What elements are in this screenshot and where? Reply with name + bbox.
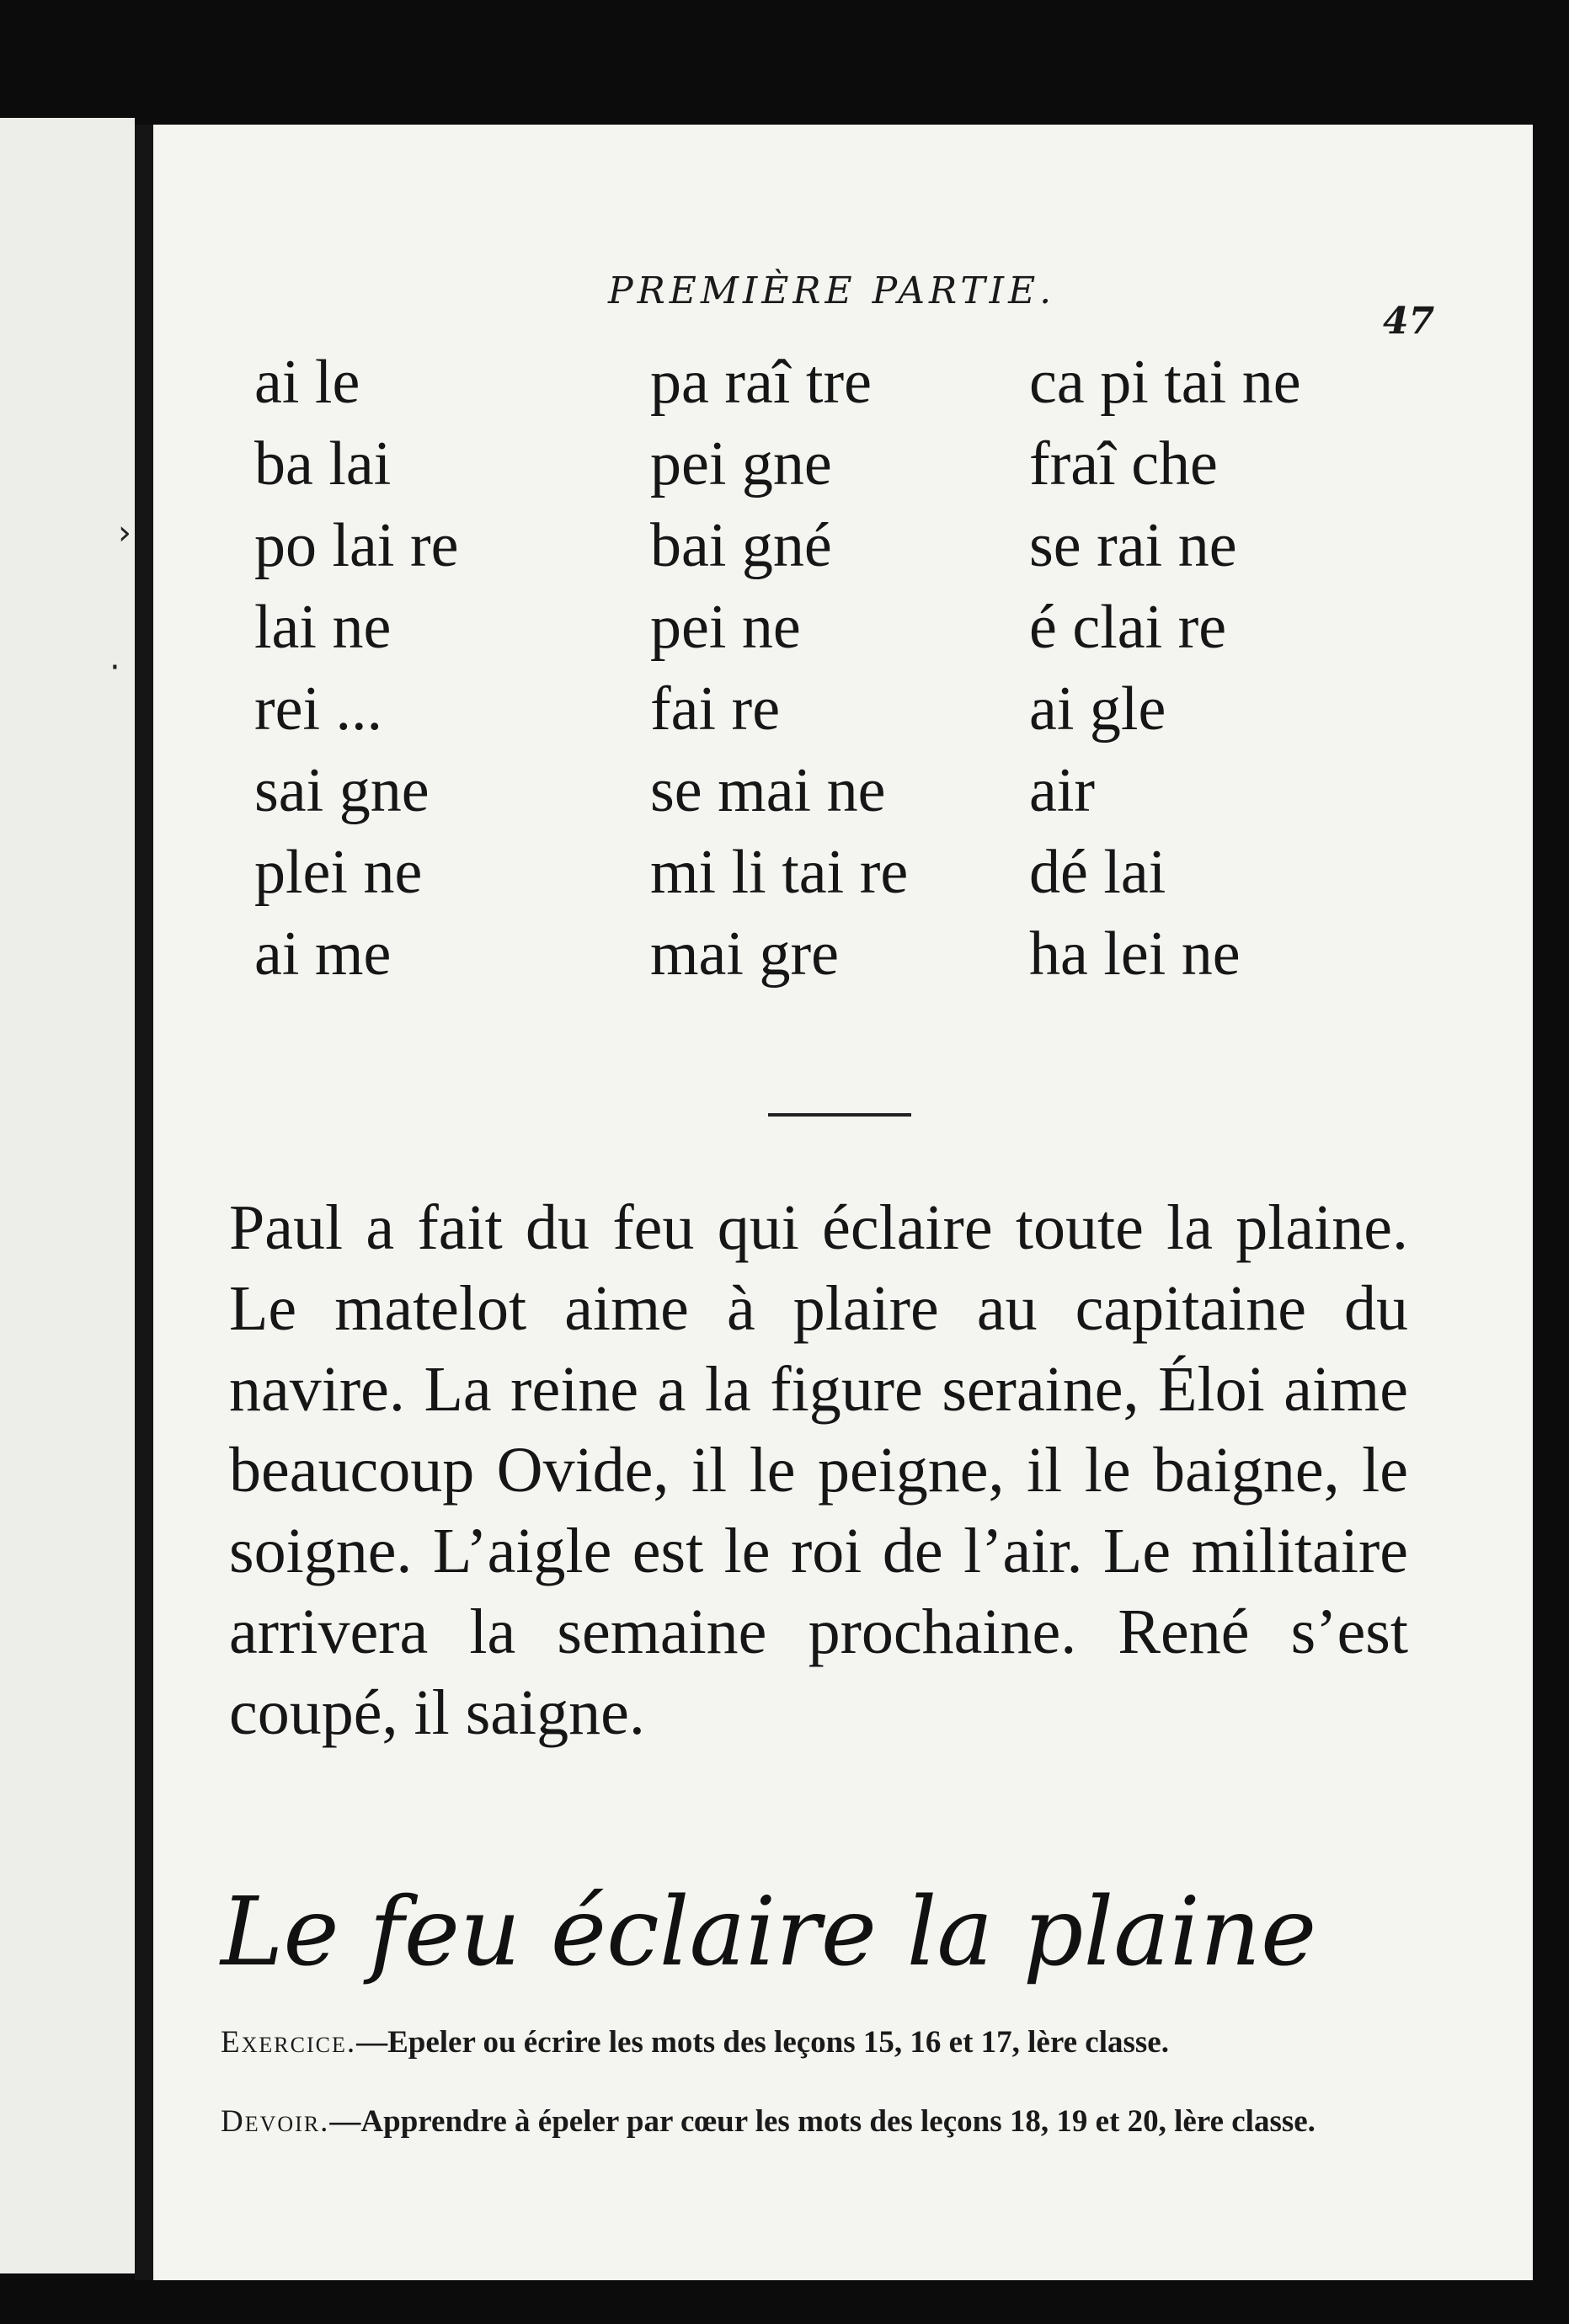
- margin-mark: ›: [118, 514, 131, 552]
- syllable-word: sai gne: [254, 756, 430, 825]
- syllable-word: lai ne: [254, 593, 392, 662]
- syllable-word: air: [1029, 756, 1096, 825]
- syllable-word: mi li tai re: [650, 838, 909, 907]
- syllable-column-3: [1029, 342, 1301, 995]
- syllable-word: ha lei ne: [1029, 919, 1241, 989]
- reading-passage: Paul a fait du feu qui éclaire toute la plaine. Le matelot aime à plaire au capitaine du navire. La reine a la figure seraine, Éloi aime beaucoup Ovide, il le peigne, il le baigne, le soigne. L’aigle est le roi de l’air. Le militaire arrivera la semaine prochaine. René s’est coupé, il saigne.: [229, 1192, 1408, 1748]
- scan-border: [0, 2284, 1569, 2324]
- homework-text: —Apprendre à épeler par cœur les mots des leçons 18, 19 et 20, lère classe.: [329, 2104, 1316, 2139]
- homework-note: [221, 2103, 1417, 2140]
- book-page: [135, 125, 1533, 2280]
- syllable-word: ai le: [254, 348, 360, 417]
- syllable-word: é clai re: [1029, 593, 1227, 662]
- syllable-word: ca pi tai ne: [1029, 348, 1301, 417]
- previous-page-edge: [0, 118, 135, 2273]
- syllable-word: fraî che: [1029, 429, 1218, 498]
- syllable-word: mai gre: [650, 919, 839, 989]
- syllable-word: se rai ne: [1029, 511, 1237, 580]
- homework-label: Devoir.: [221, 2104, 330, 2139]
- syllable-word: ai me: [254, 919, 392, 989]
- syllable-word: plei ne: [254, 838, 423, 907]
- exercise-note: [221, 2024, 1417, 2061]
- margin-mark: ·: [109, 648, 120, 687]
- syllable-column-2: [650, 342, 908, 995]
- exercise-label: Exercice.: [221, 2025, 357, 2060]
- syllable-word: po lai re: [254, 511, 459, 580]
- exercise-text: —Epeler ou écrire les mots des leçons 15, 16 et 17, lère classe.: [356, 2025, 1169, 2060]
- syllable-word: ai gle: [1029, 674, 1166, 744]
- syllable-word: pei ne: [650, 593, 801, 662]
- syllable-word: fai re: [650, 674, 781, 744]
- syllable-column-1: [254, 342, 458, 995]
- syllable-word: pa raî tre: [650, 348, 872, 417]
- syllable-word: se mai ne: [650, 756, 886, 825]
- syllable-word: ba lai: [254, 429, 392, 498]
- syllable-word: dé lai: [1029, 838, 1166, 907]
- section-divider: [768, 1113, 911, 1117]
- syllable-word: rei ...: [254, 674, 383, 744]
- handwriting-model-line: Le feu éclaire la plaine: [221, 1878, 1317, 1987]
- page-number: 47: [1383, 300, 1435, 343]
- running-head: PREMIÈRE PARTIE.: [608, 269, 1056, 312]
- syllable-word: bai gné: [650, 511, 832, 580]
- syllable-word: pei gne: [650, 429, 832, 498]
